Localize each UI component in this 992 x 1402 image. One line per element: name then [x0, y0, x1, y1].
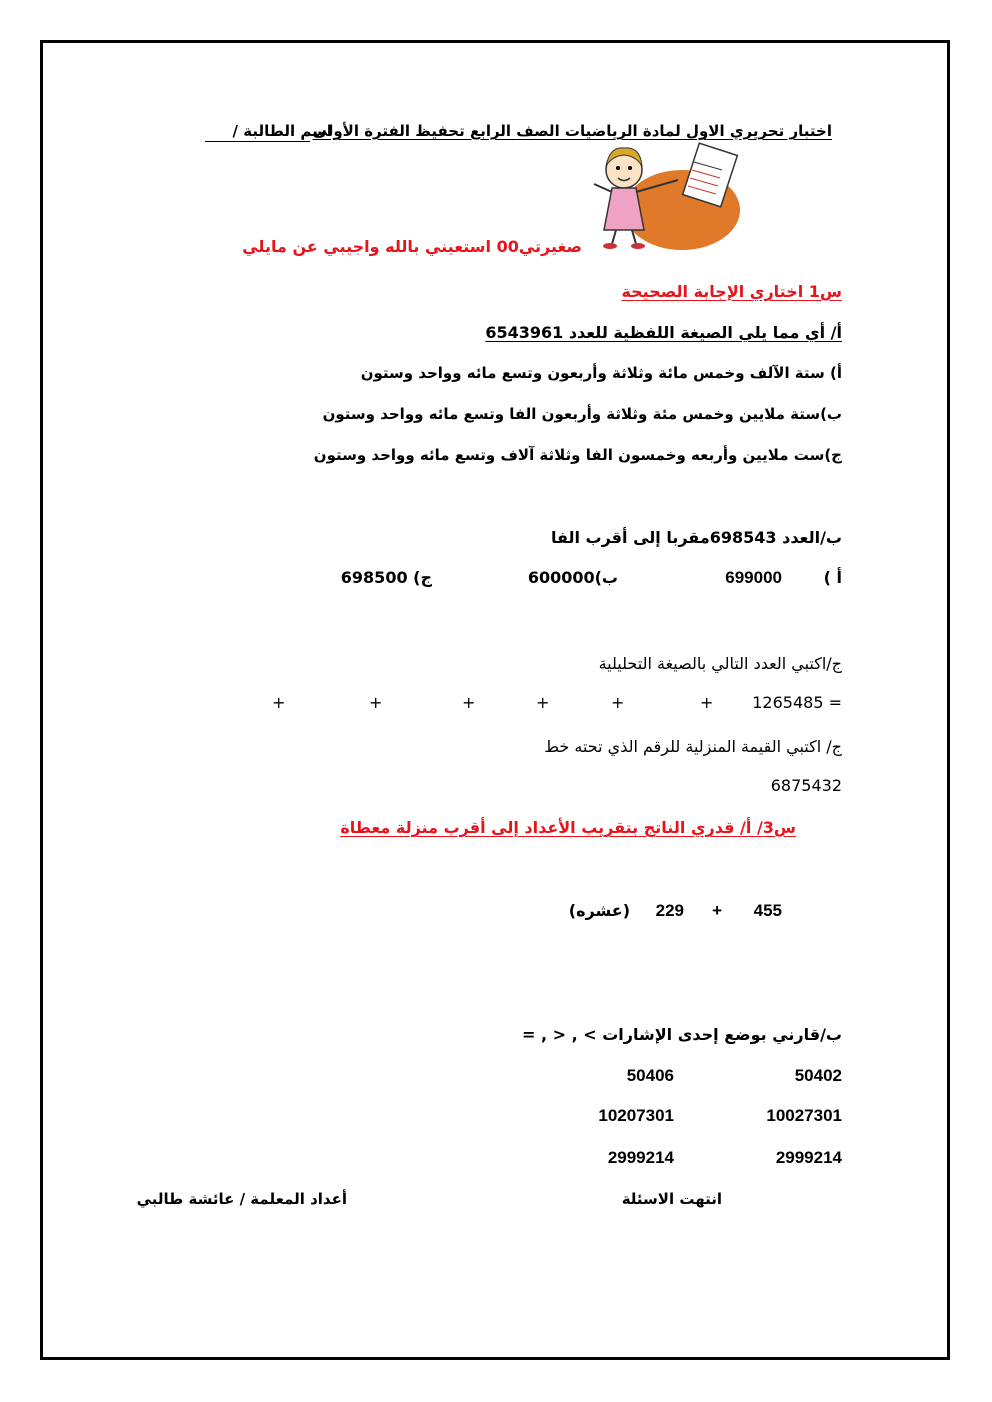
q1c-expression: 1265485 =	[752, 693, 842, 712]
q1b-option-a-label: أ )	[823, 568, 842, 587]
q1d-question: ج/ اكتبي القيمة المنزلية للرقم الذي تحته خط	[544, 737, 842, 756]
end-of-questions: انتهت الاسئلة	[621, 1190, 722, 1208]
q1b-option-c: ج) 698500	[340, 568, 432, 587]
q1b-question: ب/العدد 698543مقربا إلى أقرب الفا	[550, 528, 842, 547]
prepared-by: أعداد المعلمة / عائشة طالبي	[136, 1190, 347, 1208]
q1c-question: ج/اكتبي العدد التالي بالصيغة التحليلية	[598, 654, 842, 673]
student-name-line	[205, 141, 310, 142]
compare-left-2: 10207301	[598, 1106, 674, 1125]
q1a-option-1: أ) ستة الآلف وخمس مائة وثلاثة وأربعون وتسع مائه وواحد وستون	[360, 364, 842, 382]
plus-sign: +	[700, 693, 714, 712]
q1b-option-a-value: 699000	[725, 568, 782, 587]
q3-operand-a: 455	[753, 901, 782, 920]
exam-title: اختبار تحريري الاول لمادة الرياضيات الصف الرابع تحفيظ الفترة الأولى	[312, 122, 832, 140]
plus-sign: +	[611, 693, 625, 712]
q1a-option-3: ج)ست ملايين وأربعه وخمسون الفا وثلاثة آلاف وتسع مائه وواحد وستون	[313, 446, 842, 464]
q3-operand-b: 229	[655, 901, 684, 920]
q1d-number: 6875432	[770, 776, 842, 795]
q1a-option-2: ب)ستة ملايين وخمس مئة وثلاثة وأربعون الفا وتسع مائه وواحد وستون	[322, 405, 842, 423]
plus-sign: +	[536, 693, 550, 712]
q3-heading: س3/ أ/ قدري الناتج بتقريب الأعداد إلى أقرب منزلة معطاة	[340, 818, 796, 837]
compare-right-1: 50402	[794, 1066, 842, 1085]
plus-sign: +	[369, 693, 383, 712]
q3b-question: ب/قارني بوضع إحدى الإشارات > , < , =	[521, 1025, 842, 1044]
q3-operator: +	[712, 901, 722, 920]
compare-left-1: 50406	[626, 1066, 674, 1085]
plus-sign: +	[272, 693, 286, 712]
student-name-label: اسم الطالبة /	[232, 122, 332, 140]
intro-line: صغيرتي00 استعيني بالله واجيبي عن مايلي	[242, 237, 582, 256]
q1b-option-b: ب)600000	[527, 568, 618, 587]
compare-left-3: 2999214	[607, 1148, 674, 1167]
q1a-question: أ/ أي مما يلي الصيغة اللفظية للعدد 6543961	[485, 323, 842, 342]
compare-right-3: 2999214	[775, 1148, 842, 1167]
plus-sign: +	[462, 693, 476, 712]
girl-report-card-clipart	[582, 140, 740, 252]
q3-rounding-note: (عشره)	[568, 901, 630, 920]
q1-heading: س1 اختاري الإجابة الصحيحة	[621, 282, 842, 301]
compare-right-2: 10027301	[766, 1106, 842, 1125]
